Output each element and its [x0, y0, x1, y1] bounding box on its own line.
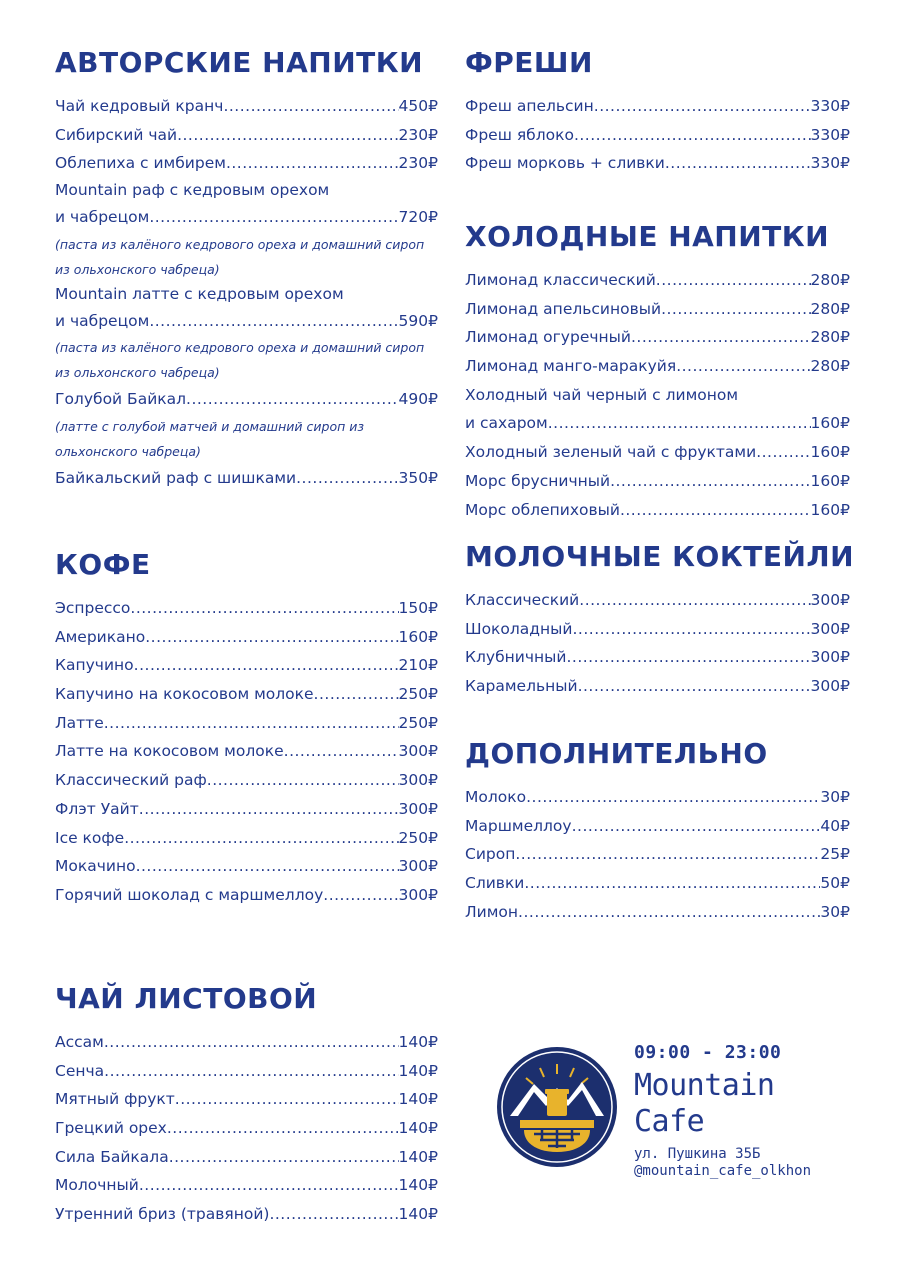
item-price: 30₽	[820, 788, 850, 806]
item-name: Классический раф	[55, 771, 207, 790]
menu-item	[465, 586, 850, 615]
item-price: 30₽	[820, 902, 850, 921]
item-price: 140₽	[398, 1147, 438, 1166]
item-name: Латте	[55, 713, 104, 732]
item-price: 280₽	[810, 271, 850, 289]
item-name: Сироп	[465, 845, 516, 864]
section-author-drinks	[55, 46, 438, 493]
leader-dots	[594, 92, 811, 121]
section-coffee	[55, 548, 438, 910]
item-price: 250₽	[398, 685, 438, 704]
item-price: 490₽	[398, 390, 438, 409]
item-name: Сибирский чай	[55, 125, 178, 144]
item-note: (паста из калёного кедрового ореха и домашний сироп	[55, 340, 425, 356]
menu-item	[55, 881, 438, 910]
item-name: Флэт Уайт	[55, 799, 139, 818]
item-name: Капучино на кокосовом молоке	[55, 685, 314, 704]
section-cold-drinks	[465, 220, 850, 524]
section-milkshakes	[465, 540, 855, 701]
item-name: Сливки	[465, 874, 525, 893]
section-title: ДОПОЛНИТЕЛЬНО	[465, 737, 768, 770]
section-title: ХОЛОДНЫЕ НАПИТКИ	[465, 220, 830, 253]
opening-hours: 09:00 - 23:00	[634, 1042, 782, 1063]
item-price: 140₽	[398, 1033, 438, 1051]
item-price: 300₽	[398, 771, 438, 790]
item-name: Утренний бриз (травяной)	[55, 1205, 270, 1224]
leader-dots	[579, 586, 810, 615]
menu-item	[465, 869, 850, 898]
section-fresh	[465, 46, 850, 178]
leader-dots	[104, 1028, 399, 1057]
item-price: 300₽	[810, 619, 850, 638]
leader-dots	[167, 1114, 399, 1143]
item-name: Мятный фрукт	[55, 1090, 175, 1109]
item-note: из ольхонского чабреца)	[55, 365, 220, 381]
menu-list	[55, 1028, 438, 1229]
menu-item	[465, 121, 850, 150]
leader-dots	[104, 709, 399, 738]
mountain-cafe-logo-icon	[496, 1046, 618, 1168]
item-name: Чай кедровый кранч	[55, 97, 224, 115]
item-price: 250₽	[398, 713, 438, 732]
leader-dots	[314, 680, 399, 709]
menu-list	[465, 783, 850, 926]
item-name: и сахаром	[465, 414, 548, 433]
menu-item	[465, 352, 850, 381]
leader-dots	[631, 323, 811, 352]
section-title: КОФЕ	[55, 548, 151, 581]
leader-dots	[756, 438, 810, 467]
item-price: 300₽	[810, 648, 850, 667]
item-price: 140₽	[398, 1119, 438, 1138]
item-price: 140₽	[398, 1061, 438, 1080]
item-name: Молочный	[55, 1176, 139, 1195]
item-name: и чабрецом	[55, 311, 150, 330]
item-name: Американо	[55, 627, 146, 646]
leader-dots	[145, 623, 398, 652]
item-price: 330₽	[810, 125, 850, 144]
leader-dots	[656, 266, 811, 295]
leader-dots	[574, 121, 811, 150]
menu-item	[55, 92, 438, 121]
leader-dots	[515, 840, 820, 869]
item-price: 160₽	[810, 471, 850, 490]
item-price: 450₽	[398, 97, 438, 115]
menu-item	[55, 464, 438, 493]
section-title: ФРЕШИ	[465, 46, 593, 79]
menu-item	[55, 766, 438, 795]
item-name-line1: Холодный чай черный с лимоном	[465, 385, 739, 404]
instagram-handle: @mountain_cafe_olkhon	[634, 1163, 812, 1179]
leader-dots	[139, 1171, 399, 1200]
item-name: Фреш яблоко	[465, 125, 574, 144]
item-name: Классический	[465, 591, 580, 609]
item-price: 330₽	[810, 154, 850, 173]
menu-item	[465, 92, 850, 121]
item-price: 300₽	[810, 591, 850, 609]
leader-dots	[284, 737, 399, 766]
menu-item	[55, 1114, 438, 1143]
menu-item	[465, 438, 850, 467]
section-extras	[465, 737, 850, 926]
item-note: из ольхонского чабреца)	[55, 261, 220, 277]
menu-item	[55, 1085, 438, 1114]
item-name: Капучино	[55, 656, 134, 675]
menu-item	[465, 812, 850, 841]
menu-item	[55, 680, 438, 709]
item-price: 210₽	[398, 656, 438, 675]
section-title: АВТОРСКИЕ НАПИТКИ	[55, 46, 424, 79]
leader-dots	[149, 203, 398, 232]
item-price: 300₽	[810, 677, 850, 696]
item-name: Сила Байкала	[55, 1147, 169, 1166]
item-name: Морс облепиховый	[465, 500, 620, 519]
menu-item	[55, 795, 438, 824]
item-price: 300₽	[398, 742, 438, 761]
item-name: Фреш морковь + сливки	[465, 154, 665, 173]
menu-item	[55, 1028, 438, 1057]
menu-item	[55, 1171, 438, 1200]
menu-list	[55, 92, 438, 493]
item-name: Байкальский раф с шишками	[55, 469, 297, 488]
menu-item	[465, 496, 850, 525]
item-price: 40₽	[820, 816, 850, 835]
leader-dots	[578, 672, 811, 701]
item-price: 160₽	[810, 500, 850, 519]
leader-dots	[269, 1200, 398, 1229]
leader-dots	[518, 898, 820, 927]
menu-item	[55, 1143, 438, 1172]
item-name: Облепиха с имбирем	[55, 154, 226, 173]
leader-dots	[223, 92, 398, 121]
leader-dots	[139, 795, 399, 824]
item-price: 140₽	[398, 1176, 438, 1195]
leader-dots	[661, 295, 810, 324]
item-name: Лимон	[465, 902, 519, 921]
item-price: 250₽	[398, 828, 438, 847]
item-name: Маршмеллоу	[465, 816, 572, 835]
leader-dots	[134, 651, 399, 680]
item-name: Морс брусничный	[465, 471, 611, 490]
leader-dots	[610, 467, 810, 496]
menu-item	[465, 467, 850, 496]
item-price: 280₽	[810, 328, 850, 347]
item-name: Лимонад классический	[465, 271, 656, 289]
menu-item	[55, 651, 438, 680]
item-name: Лимонад апельсиновый	[465, 299, 662, 318]
leader-dots	[620, 496, 811, 525]
item-price: 720₽	[398, 208, 438, 227]
item-price: 280₽	[810, 299, 850, 318]
item-price: 160₽	[810, 414, 850, 433]
leader-dots	[226, 149, 399, 178]
item-name: Голубой Байкал	[55, 390, 187, 409]
item-name: Молоко	[465, 788, 527, 806]
leader-dots	[323, 881, 398, 910]
item-price: 230₽	[398, 125, 438, 144]
menu-item	[55, 594, 438, 623]
item-price: 140₽	[398, 1205, 438, 1224]
item-name: Ассам	[55, 1033, 104, 1051]
menu-item	[55, 623, 438, 652]
leader-dots	[572, 812, 821, 841]
item-price: 300₽	[398, 885, 438, 904]
menu-list	[465, 266, 850, 524]
leader-dots	[207, 766, 399, 795]
item-note: ольхонского чабреца)	[55, 444, 201, 460]
item-note: (латте с голубой матчей и домашний сироп из	[55, 419, 365, 435]
item-price: 280₽	[810, 357, 850, 376]
section-title: ЧАЙ ЛИСТОВОЙ	[55, 982, 318, 1015]
item-name: Эспрессо	[55, 599, 131, 617]
leader-dots	[526, 783, 820, 812]
item-name: Фреш апельсин	[465, 97, 594, 115]
menu-item	[55, 385, 438, 464]
leader-dots	[136, 852, 399, 881]
leader-dots	[676, 352, 810, 381]
item-name: Шоколадный	[465, 619, 573, 638]
menu-item	[465, 295, 850, 324]
leader-dots	[149, 307, 398, 336]
leader-dots	[175, 1085, 399, 1114]
brand-name-line2: Cafe	[634, 1104, 705, 1139]
item-name: Латте на кокосовом молоке	[55, 742, 284, 761]
leader-dots	[548, 409, 811, 438]
menu-item	[465, 381, 850, 438]
item-name: Лимонад манго-маракуйя	[465, 357, 677, 376]
menu-item	[465, 266, 850, 295]
section-leaf-tea	[55, 982, 438, 1229]
item-note: (паста из калёного кедрового ореха и домашний сироп	[55, 236, 425, 252]
menu-list	[465, 92, 850, 178]
menu-item	[55, 282, 438, 386]
item-price: 300₽	[398, 857, 438, 876]
item-price: 330₽	[810, 97, 850, 115]
item-price: 50₽	[820, 874, 850, 893]
item-price: 160₽	[810, 443, 850, 462]
section-title: МОЛОЧНЫЕ КОКТЕЙЛИ	[465, 540, 855, 573]
menu-item	[55, 1200, 438, 1229]
item-name: Холодный зеленый чай с фруктами	[465, 443, 757, 462]
leader-dots	[186, 385, 399, 414]
item-name: Клубничный	[465, 648, 567, 667]
item-name: Ice кофе	[55, 828, 125, 847]
address: ул. Пушкина 35Б	[634, 1146, 761, 1162]
leader-dots	[524, 869, 820, 898]
item-price: 590₽	[398, 311, 438, 330]
menu-item	[465, 149, 850, 178]
leader-dots	[566, 643, 810, 672]
item-name: Карамельный	[465, 677, 578, 696]
item-price: 300₽	[398, 799, 438, 818]
leader-dots	[665, 149, 811, 178]
menu-item	[55, 1057, 438, 1086]
menu-item	[55, 709, 438, 738]
item-name: Горячий шоколад с маршмеллоу	[55, 885, 324, 904]
item-name: Лимонад огуречный	[465, 328, 631, 347]
item-price: 140₽	[398, 1090, 438, 1109]
leader-dots	[130, 594, 398, 623]
leader-dots	[124, 824, 398, 853]
menu-list	[55, 594, 438, 910]
menu-item	[465, 840, 850, 869]
contact-info	[634, 1146, 811, 1180]
item-name-line1: Mountain латте с кедровым орехом	[55, 284, 344, 303]
item-price: 150₽	[398, 599, 438, 617]
menu-item	[465, 898, 850, 927]
item-price: 230₽	[398, 154, 438, 173]
menu-item	[465, 672, 850, 701]
leader-dots	[296, 464, 398, 493]
leader-dots	[169, 1143, 399, 1172]
item-name: Грецкий орех	[55, 1119, 167, 1138]
menu-item	[55, 149, 438, 178]
menu-item	[465, 615, 850, 644]
item-price: 160₽	[398, 627, 438, 646]
item-name-line1: Mountain раф с кедровым орехом	[55, 181, 330, 200]
menu-item	[465, 643, 850, 672]
leader-dots	[572, 615, 810, 644]
menu-item	[55, 121, 438, 150]
item-price: 25₽	[820, 845, 850, 864]
brand-name-line1: Mountain	[634, 1068, 775, 1103]
menu-list	[465, 586, 850, 701]
leader-dots	[177, 121, 398, 150]
menu-item	[465, 323, 850, 352]
item-name: и чабрецом	[55, 208, 150, 227]
leader-dots	[104, 1057, 398, 1086]
item-price: 350₽	[398, 469, 438, 488]
item-name: Сенча	[55, 1061, 105, 1080]
item-name: Мокачино	[55, 857, 136, 876]
menu-item	[55, 178, 438, 282]
menu-item	[55, 824, 438, 853]
menu-item	[55, 737, 438, 766]
menu-item	[55, 852, 438, 881]
menu-item	[465, 783, 850, 812]
